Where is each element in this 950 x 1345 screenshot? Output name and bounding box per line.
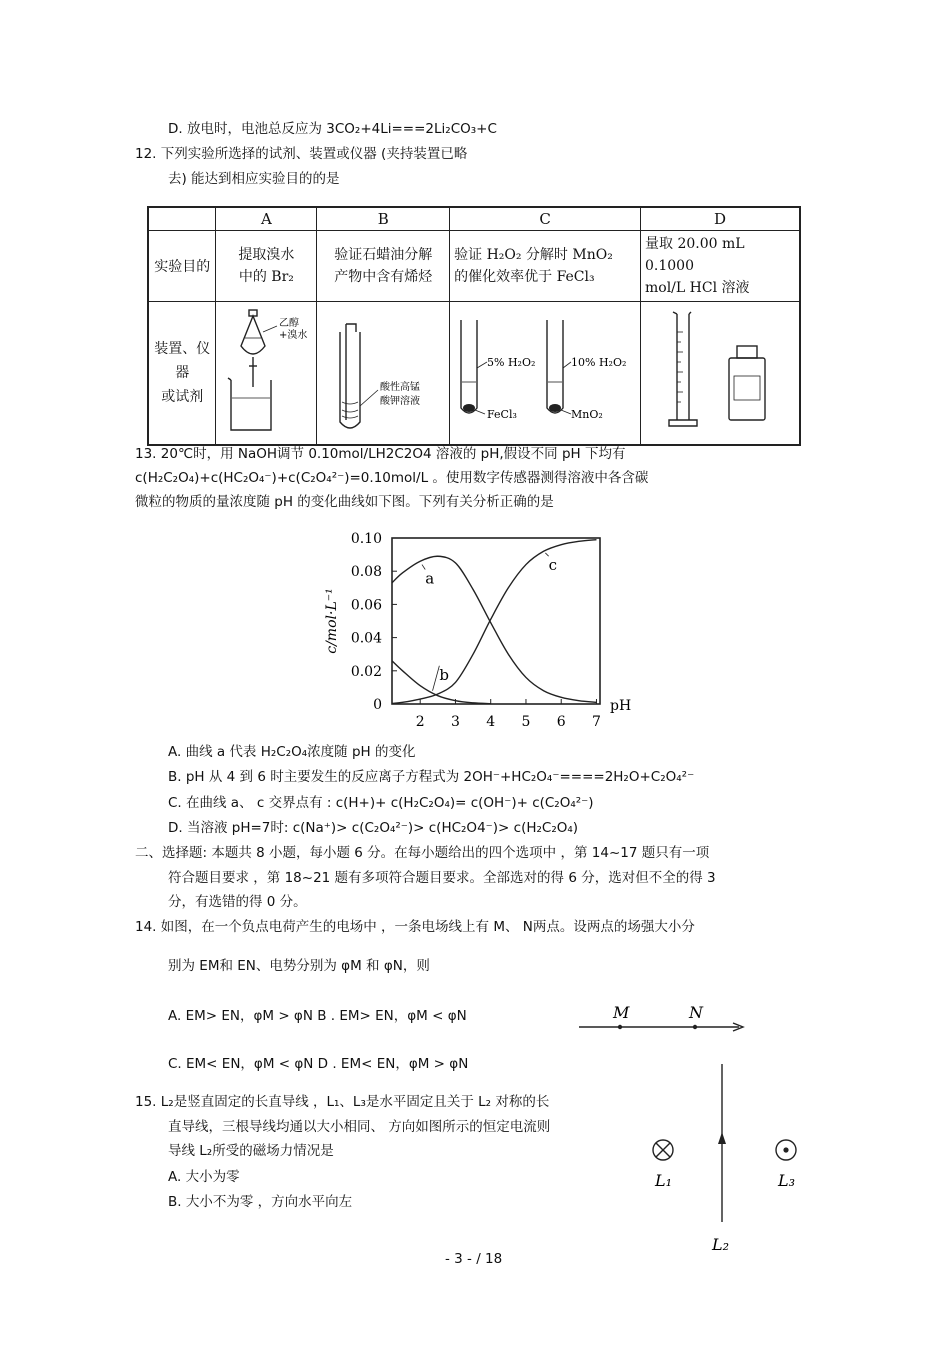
x-tick-label: 2: [415, 714, 425, 730]
series-b-leader: [433, 666, 440, 691]
label-a-line2: +溴水: [279, 330, 308, 341]
x-tick-label: 3: [450, 714, 460, 730]
q14-stem-line2: 别为 EM和 EN、电势分别为 φM 和 φN，则: [168, 958, 430, 974]
label-n: N: [689, 1003, 703, 1022]
q14-option-ab: A. EM> EN，φM > φN B . EM> EN，φM < φN: [168, 1008, 467, 1024]
q13-option-c: C. 在曲线 a、 c 交界点有 : c(H+)+ c(H₂C₂O₄)= c(OH⁻)+ c(C₂O₄²⁻): [168, 795, 594, 811]
section2-line2: 符合题目要求 ，第 18~21 题有多项符合题目要求。全部选对的得 6 分，选对但不全的得 3: [168, 870, 716, 886]
q11-option-d: D. 放电时，电池总反应为 3CO₂+4Li===2Li₂CO₃+C: [168, 121, 497, 137]
apparatus-d: [641, 302, 801, 446]
table-col-a: A: [216, 207, 317, 231]
cylinder-ticks: [677, 332, 683, 402]
label-c1-top: 5% H₂O₂: [487, 356, 536, 369]
label-b-line1: 酸性高锰: [380, 382, 421, 393]
point-m: [618, 1025, 622, 1029]
row-apparatus-head: 装置、仪器 或试剂: [148, 302, 216, 446]
table-col-b: B: [317, 207, 450, 231]
q13-stem-line2: c(H₂C₂O₄)+c(HC₂O₄⁻)+c(C₂O₄²⁻)=0.10mol/L 。使用数字传感器测得溶液中各含碳: [135, 470, 649, 486]
cylinder-and-bottle-icon: [641, 302, 799, 440]
series-c-line: [392, 540, 596, 704]
table-col-d: D: [641, 207, 801, 231]
q15-stem-line1: 15. L₂是竖直固定的长直导线 ，L₁、L₃是水平固定且关于 L₂ 对称的长: [135, 1094, 550, 1110]
y-tick-label: 0: [373, 697, 382, 713]
purpose-d: 量取 20.00 mL 0.1000 mol/L HCl 溶液: [641, 231, 801, 302]
q15-stem-line3: 导线 L₂所受的磁场力情况是: [168, 1143, 334, 1159]
y-tick-label: 0.02: [350, 663, 382, 680]
label-l1: L₁: [655, 1171, 673, 1190]
row-purpose-head: 实验目的: [148, 231, 216, 302]
x-tick-label: 5: [521, 714, 531, 730]
label-l2: L₂: [712, 1235, 730, 1254]
q15-stem-line2: 直导线，三根导线均通以大小相同、 方向如图所示的恒定电流则: [168, 1119, 551, 1135]
label-b-line2: 酸钾溶液: [380, 396, 421, 407]
q14-stem-line1: 14. 如图，在一个负点电荷产生的电场中 ，一条电场线上有 M、 N两点。设两点的场强大小分: [135, 919, 695, 935]
label-a-line1: 乙醇: [279, 318, 300, 329]
chart-x-axis-label: pH: [610, 698, 632, 714]
series-a-label: a: [425, 569, 435, 588]
apparatus-c: [450, 302, 641, 446]
q12-experiment-table: [147, 206, 801, 446]
two-test-tubes-icon: [453, 302, 637, 440]
apparatus-b: [317, 302, 450, 446]
purpose-b: 验证石蜡油分解 产物中含有烯烃: [317, 231, 450, 302]
q13-stem-line1: 13. 20℃时，用 NaOH调节 0.10mol/LH2C2O4 溶液的 pH,假设不同 pH 下均有: [135, 446, 626, 462]
field-line-figure: [575, 1000, 755, 1040]
label-c2-bottom: MnO₂: [571, 408, 603, 421]
point-n: [693, 1025, 697, 1029]
q13-stem-line3: 微粒的物质的量浓度随 pH 的变化曲线如下图。下列有关分析正确的是: [135, 494, 554, 510]
q13-option-b: B. pH 从 4 到 6 时主要发生的反应离子方程式为 2OH⁻+HC₂O₄⁻====2H₂O+C₂O₄²⁻: [168, 769, 695, 785]
chart-y-axis-label: c/mol·L⁻¹: [324, 588, 340, 654]
arrow-up-icon: [718, 1132, 726, 1144]
section2-line3: 分，有选错的得 0 分。: [168, 894, 307, 910]
purpose-c: 验证 H₂O₂ 分解时 MnO₂ 的催化效率优于 FeCl₃: [450, 231, 641, 302]
concentration-ph-chart: [310, 520, 650, 740]
current-into-page-icon: [653, 1140, 673, 1160]
q15-option-b: B. 大小不为零 ，方向水平向左: [168, 1194, 353, 1210]
q14-option-cd: C. EM< EN，φM < φN D . EM< EN，φM > φN: [168, 1056, 469, 1072]
purpose-a: 提取溴水 中的 Br₂: [216, 231, 317, 302]
label-c1-bottom: FeCl₃: [487, 408, 517, 421]
y-tick-label: 0.10: [350, 531, 382, 547]
label-l3: L₃: [778, 1171, 796, 1190]
series-c-label: c: [548, 556, 558, 575]
table-corner-cell: [148, 207, 216, 231]
series-b-label: b: [439, 665, 449, 684]
current-out-of-page-icon: [776, 1140, 796, 1160]
y-tick-label: 0.08: [350, 564, 382, 581]
q13-option-a: A. 曲线 a 代表 H₂C₂O₄浓度随 pH 的变化: [168, 744, 416, 760]
table-col-c: C: [450, 207, 641, 231]
section2-line1: 二、选择题: 本题共 8 小题，每小题 6 分。在每小题给出的四个选项中 ，第 14~17 题只有一项: [135, 845, 710, 861]
label-c2-top: 10% H₂O₂: [571, 356, 627, 369]
page-number: - 3 - / 18: [445, 1251, 503, 1267]
q12-stem-line2: 去) 能达到相应实验目的的是: [168, 171, 340, 187]
apparatus-a: [216, 302, 317, 446]
y-tick-label: 0.04: [350, 630, 382, 647]
x-tick-label: 4: [486, 714, 496, 730]
separatory-funnel-icon: [219, 302, 313, 440]
q12-stem-line1: 12. 下列实验所选择的试剂、装置或仪器 (夹持装置已略: [135, 146, 468, 162]
series-a-line: [392, 556, 596, 702]
label-m: M: [613, 1003, 630, 1022]
chart-frame: [392, 538, 600, 704]
x-tick-label: 7: [592, 714, 601, 730]
test-tube-icon: [320, 302, 446, 440]
y-tick-label: 0.06: [350, 597, 382, 614]
wires-figure: [640, 1060, 820, 1260]
q15-option-a: A. 大小为零: [168, 1169, 240, 1185]
q13-option-d: D. 当溶液 pH=7时: c(Na⁺)> c(C₂O₄²⁻)> c(HC₂O4⁻)> c(H₂C₂O₄): [168, 820, 579, 836]
x-tick-label: 6: [556, 714, 566, 730]
